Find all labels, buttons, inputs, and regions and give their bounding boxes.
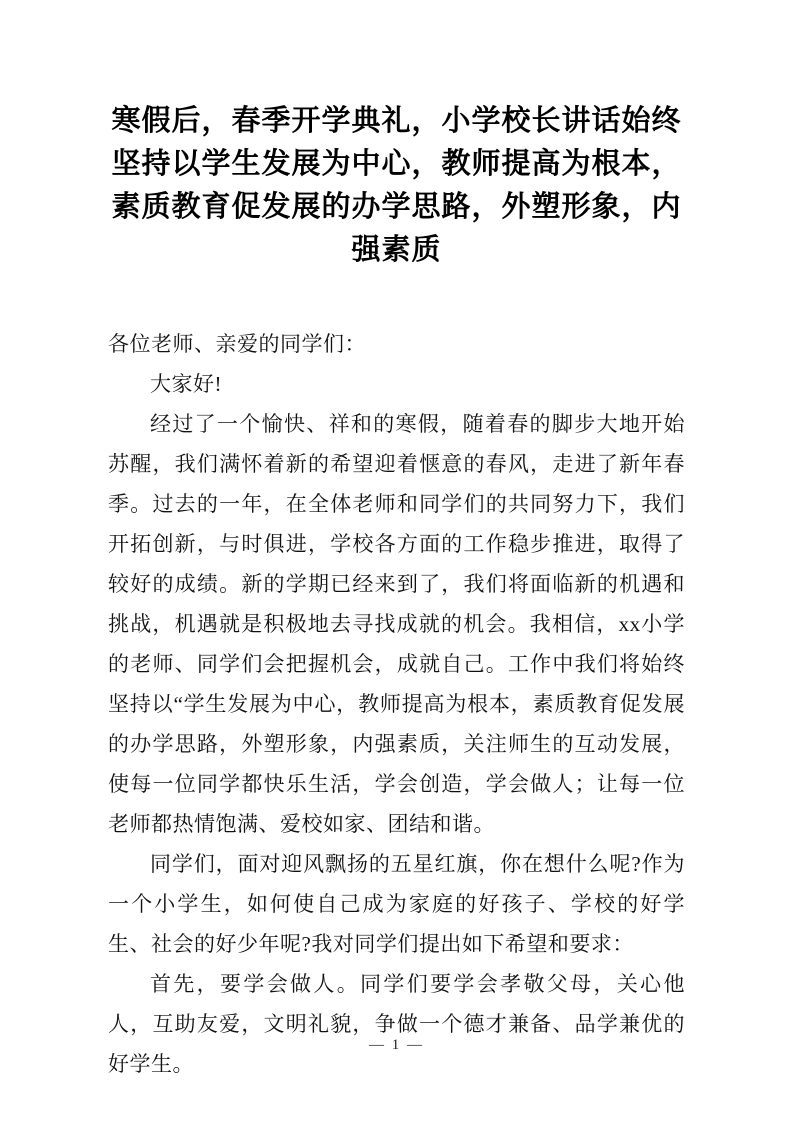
document-title: 寒假后，春季开学典礼，小学校长讲话始终坚持以学生发展为中心，教师提高为根本，素质教育促发展的办学思路，外塑形象，内强素质: [111, 105, 682, 266]
paragraph-greeting: 大家好!: [150, 372, 222, 396]
paragraph-question: 同学们，面对迎风飘扬的五星红旗，你在想什么呢?作为一个小学生，如何使自己成为家庭的好孩子、学校的好学生、社会的好少年呢?我对同学们提出如下希望和要求：: [108, 852, 685, 956]
paragraph-first-requirement: 首先，要学会做人。同学们要学会孝敬父母，关心他人，互助友爱，文明礼貌，争做一个德才兼备、品学兼优的好学生。: [108, 972, 685, 1076]
paragraph-salutation: 各位老师、亲爱的同学们：: [108, 332, 366, 356]
paragraph-opening: 经过了一个愉快、祥和的寒假，随着春的脚步大地开始苏醒，我们满怀着新的希望迎着惬意的春风，走进了新年春季。过去的一年，在全体老师和同学们的共同努力下，我们开拓创新，与时俱进，学校各方面的工作稳步推进，取得了较好的成绩。新的学期已经来到了，我们将面临新的机遇和挑战，机遇就是积极地去寻找成就的机会。我相信，xx小学的老师、同学们会把握机会，成就自己。工作中我们将始终坚持以“学生发展为中心，教师提高为根本，素质教育促发展的办学思路，外塑形象，内强素质，关注师生的互动发展，使每一位同学都快乐生活，学会创造，学会做人；让每一位老师都热情饱满、爱校如家、团结和谐。: [108, 412, 685, 836]
page-number: — 1 —: [369, 1037, 424, 1053]
document-body: [108, 324, 685, 1084]
